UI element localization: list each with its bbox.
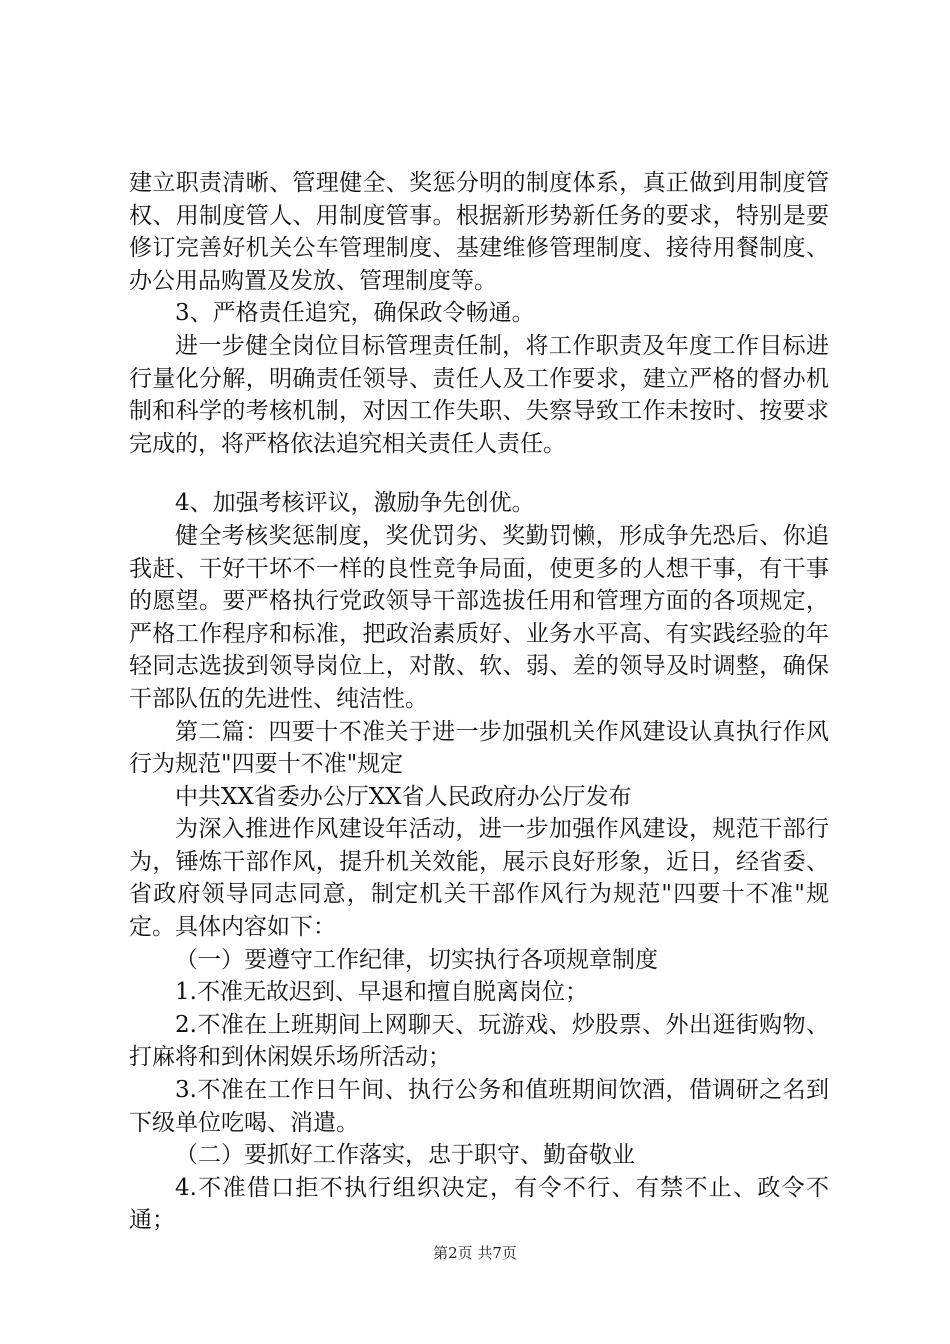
list-item: 4.不准借口拒不执行组织决定，有令不行、有禁不止、政令不通； [129, 1174, 829, 1234]
section-heading: （一）要遵守工作纪律，切实执行各项规章制度 [175, 946, 658, 973]
paragraph: 健全考核奖惩制度，奖优罚劣、奖勤罚懒，形成争先恐后、你追我赶、干好干坏不一样的良性竞争局面，使更多的人想干事，有干事的愿望。要严格执行党政领导干部选拔任用和管理方面的各项规定，严格工作程序和标准，把政治素质好、业务水平高、有实践经验的年轻同志选拔到领导岗位上，对散、软、弱、差的领导及时调整，确保干部队伍的先进性、纯洁性。 [129, 522, 829, 712]
paragraph: 建立职责清晰、管理健全、奖惩分明的制度体系，真正做到用制度管权、用制度管人、用制度管事。根据新形势新任务的要求，特别是要修订完善好机关公车管理制度、基建维修管理制度、接待用餐制度、办公用品购置及发放、管理制度等。 [129, 170, 829, 294]
list-item: 2.不准在上班期间上网聊天、玩游戏、炒股票、外出逛街购物、打麻将和到休闲娱乐场所活动； [129, 1011, 829, 1071]
chapter-title: 第二篇：四要十不准关于进一步加强机关作风建设认真执行作风行为规范"四要十不准"规定 [129, 718, 829, 778]
section-heading: 3、严格责任追究，确保政令畅通。 [175, 300, 535, 327]
page-number-footer: 第2页 共7页 [433, 1244, 517, 1262]
document-body [129, 167, 829, 1237]
section-heading: 4、加强考核评议，激励争先创优。 [175, 490, 535, 517]
paragraph: 进一步健全岗位目标管理责任制，将工作职责及年度工作目标进行量化分解，明确责任领导、责任人及工作要求，建立严格的督办机制和科学的考核机制，对因工作失职、失察导致工作未按时、按要求完成的，将严格依法追究相关责任人责任。 [129, 332, 829, 457]
section-heading: （二）要抓好工作落实，忠于职守、勤奋敬业 [175, 1142, 635, 1169]
issuer-line: 中共XX省委办公厅XX省人民政府办公厅发布 [175, 783, 632, 810]
list-item: 1.不准无故迟到、早退和擅自脱离岗位； [175, 979, 588, 1006]
paragraph: 为深入推进作风建设年活动，进一步加强作风建设，规范干部行为，锤炼干部作风，提升机关效能，展示良好形象，近日，经省委、省政府领导同志同意，制定机关干部作风行为规范"四要十不准"规定。具体内容如下： [129, 816, 829, 941]
list-item: 3.不准在工作日午间、执行公务和值班期间饮酒，借调研之名到下级单位吃喝、消遣。 [129, 1077, 829, 1136]
